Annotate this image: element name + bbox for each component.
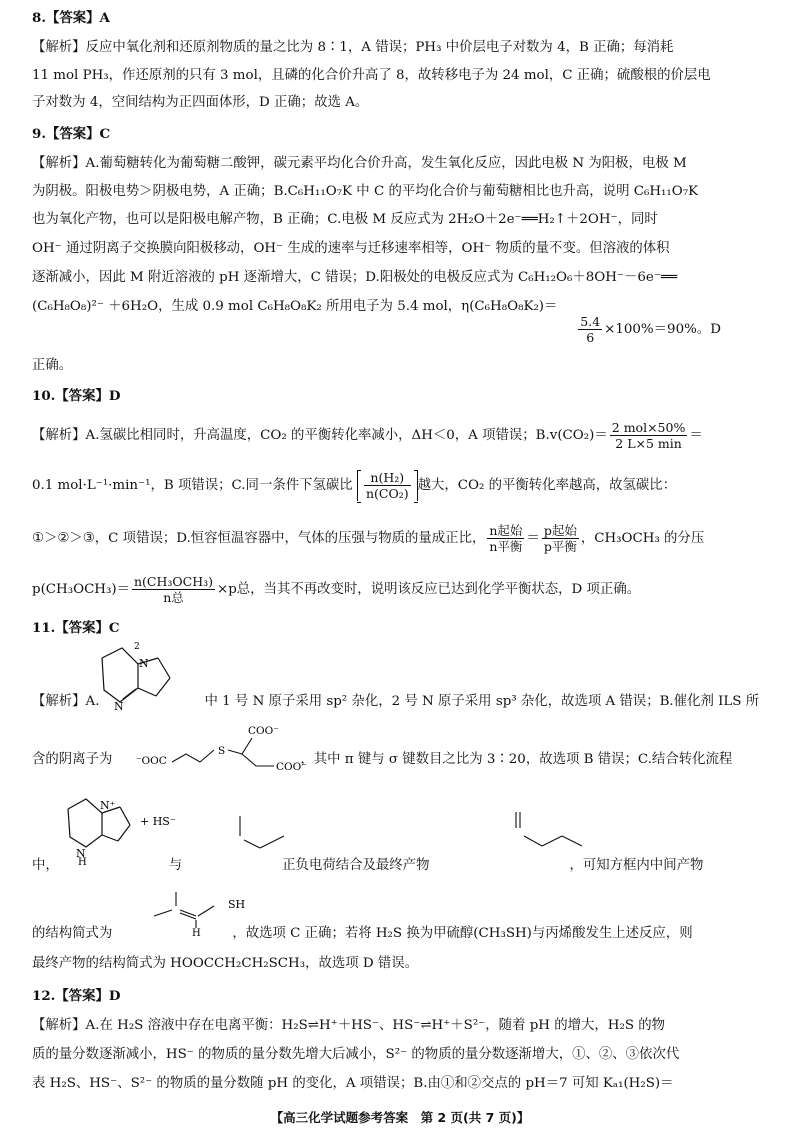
svg-text:COO⁻: COO⁻ [276,761,307,773]
svg-text:⁻OOC: ⁻OOC [136,755,167,767]
svg-text:SH: SH [228,898,246,911]
svg-text:N: N [76,847,86,860]
q12-analysis-line-1: 【解析】A.在 H₂S 溶液中存在电离平衡：H₂S⇌H⁺＋HS⁻、HS⁻⇌H⁺＋S²⁻，随着 pH 的增大，H₂S 的物 [32,1018,666,1033]
svg-text:N: N [139,657,149,670]
q9-answer-head: 9.【答案】C [32,126,111,142]
q9-analysis-line-2: 为阴极。阳极电势＞阴极电势，A 正确；B.C₆H₁₁O₇K 中 C 的平均化合价与葡萄糖相比也升高，说明 C₆H₁₁O₇K [32,184,699,199]
product-structure-image [486,798,616,858]
svg-text:N⁺: N⁺ [100,799,116,812]
q10-n-ratio-fraction: $\frac{\text{n起始}}{\text{n平衡}}$ [489,523,523,554]
q9-analysis-line-8: 正确。 [32,358,73,373]
q12-answer-head: 12.【答案】D [32,988,121,1004]
q10-answer-head: 10.【答案】D [32,388,121,404]
q11-analysis-line-5: 最终产物的结构简式为 HOOCCH₂CH₂SCH₃，故选项 D 错误。 [32,956,419,971]
svg-text:S: S [218,745,226,757]
q12-analysis-line-2: 质的量分数逐渐减小，HS⁻ 的物质的量分数先增大后减小，S²⁻ 的物质的量分数逐渐增大，①、②、③依次代 [32,1047,680,1062]
q8-analysis-line-1: 【解析】反应中氧化剂和还原剂物质的量之比为 8∶1，A 错误；PH₃ 中价层电子对数为 4，B 正确；每消耗 [32,40,674,55]
svg-text:H: H [78,857,87,865]
q11-answer-head: 11.【答案】C [32,620,120,636]
q8-analysis-line-2: 11 mol PH₃，作还原剂的只有 3 mol，且磷的化合价升高了 8，故转移电子为 24 mol，C 正确；硫酸根的价层电 [32,68,711,83]
q8-answer-head: 8.【答案】A [32,10,110,26]
svg-text:N: N [114,700,124,713]
svg-text:2: 2 [134,642,140,652]
q11-analysis-line-1: 【解析】A. 中 1 号 N 原子采用 sp² 杂化，2 号 N 原子采用 sp³ 杂化，故选项 A 错误；B.催化剂 ILS 所 [32,694,760,709]
q10-partial-pressure-fraction: $\frac{\text{n(CH₃OCH₃)}}{\text{n总}}$ [133,574,213,605]
q12-analysis-line-3: 表 H₂S、HS⁻、S²⁻ 的物质的量分数随 pH 的变化，A 项错误；B.由①和②交点的 pH＝7 可知 Kₐ₁(H₂S)＝ [32,1076,674,1091]
q10-analysis-line-2: 0.1 mol·L⁻¹·min⁻¹，B 项错误；C.同一条件下氢碳比 $\frac{\text{n(H₂)}}{\text{n(CO₂)}}$ 越大，CO₂ 的平衡转化率越高，故氢碳比： [32,470,677,501]
q9-analysis-line-1: 【解析】A.葡萄糖转化为葡萄糖二酸钾，碳元素平均化合价升高，发生氧化反应，因此电极 N 为阳极，电极 M [32,156,687,171]
protonated-dbn-structure-image [60,785,190,865]
q10-analysis-line-3: ①＞②＞③，C 项错误；D.恒容恒温容器中，气体的压强与物质的量成正比， $\frac{\text{n起始}}{\text{n平衡}}$ ＝ $\frac{\text{p起始}}{\text{p平衡}}$ ，CH₃OCH₃ 的分压 [32,523,705,554]
svg-text:H: H [192,928,201,936]
q8-analysis-line-3: 子对数为 4，空间结构为正四面体形，D 正确；故选 A。 [32,95,369,110]
q9-analysis-line-3: 也为氧化产物，也可以是阳极电解产物，B 正确；C.电极 M 反应式为 2H₂O＋2e⁻══H₂↑＋2OH⁻，同时 [32,212,658,227]
q10-hc-ratio-bracket: $\frac{\text{n(H₂)}}{\text{n(CO₂)}}$ [357,470,418,501]
q9-analysis-line-7: $\frac{5.4}{6}$ ×100%＝90%。D [580,314,721,345]
q9-efficiency-fraction: $\frac{5.4}{6}$ [580,314,601,345]
q11-analysis-line-4: 的结构简式为 ，故选项 C 正确；若将 H₂S 换为甲硫醇(CH₃SH)与丙烯酸发生上述反应，则 [32,926,693,941]
q10-p-ratio-fraction: $\frac{\text{p起始}}{\text{p平衡}}$ [543,523,577,554]
svg-text:+ HS⁻: + HS⁻ [140,815,176,828]
q10-analysis-line-1: 【解析】A.氢碳比相同时，升高温度，CO₂ 的平衡转化率减小，ΔH＜0，A 项错误；B.v(CO₂)＝ $\frac{\text{2 mol×50\%}}{2 L\times 5 \min}$ ＝ [32,420,703,451]
q11-analysis-line-2: 含的阴离子为 ，其中 π 键与 σ 键数目之比为 3∶20，故选项 B 错误；C.结合转化流程 [32,752,733,767]
q11-analysis-line-3: 中， 与 正负电荷结合及最终产物 ，可知方框内中间产物 [32,858,704,873]
q9-analysis-line-4: OH⁻ 通过阴离子交换膜向阳极移动，OH⁻ 生成的速率与迁移速率相等，OH⁻ 物质的量不变。但溶液的体积 [32,241,670,256]
q10-rate-fraction: $\frac{\text{2 mol×50\%}}{2 L\times 5 \min}$ [611,420,686,451]
q9-analysis-line-6: (C₆H₈O₈)²⁻ ＋6H₂O，生成 0.9 mol C₆H₈O₈K₂ 所用电子为 5.4 mol，η(C₆H₈O₈K₂)＝ [32,299,558,314]
page-footer: 【高三化学试题参考答案 第 2 页(共 7 页)】 [270,1110,530,1125]
q9-analysis-line-5: 逐渐减小，因此 M 附近溶液的 pH 逐渐增大，C 错误；D.阳极处的电极反应式为 C₆H₁₂O₆＋8OH⁻－6e⁻══ [32,270,678,285]
svg-text:COO⁻: COO⁻ [248,725,279,737]
q10-analysis-line-4: p(CH₃OCH₃)＝ $\frac{\text{n(CH₃OCH₃)}}{\text{n总}}$ ×p总，当其不再改变时，说明该反应已达到化学平衡状态，D 项正确。 [32,574,641,605]
